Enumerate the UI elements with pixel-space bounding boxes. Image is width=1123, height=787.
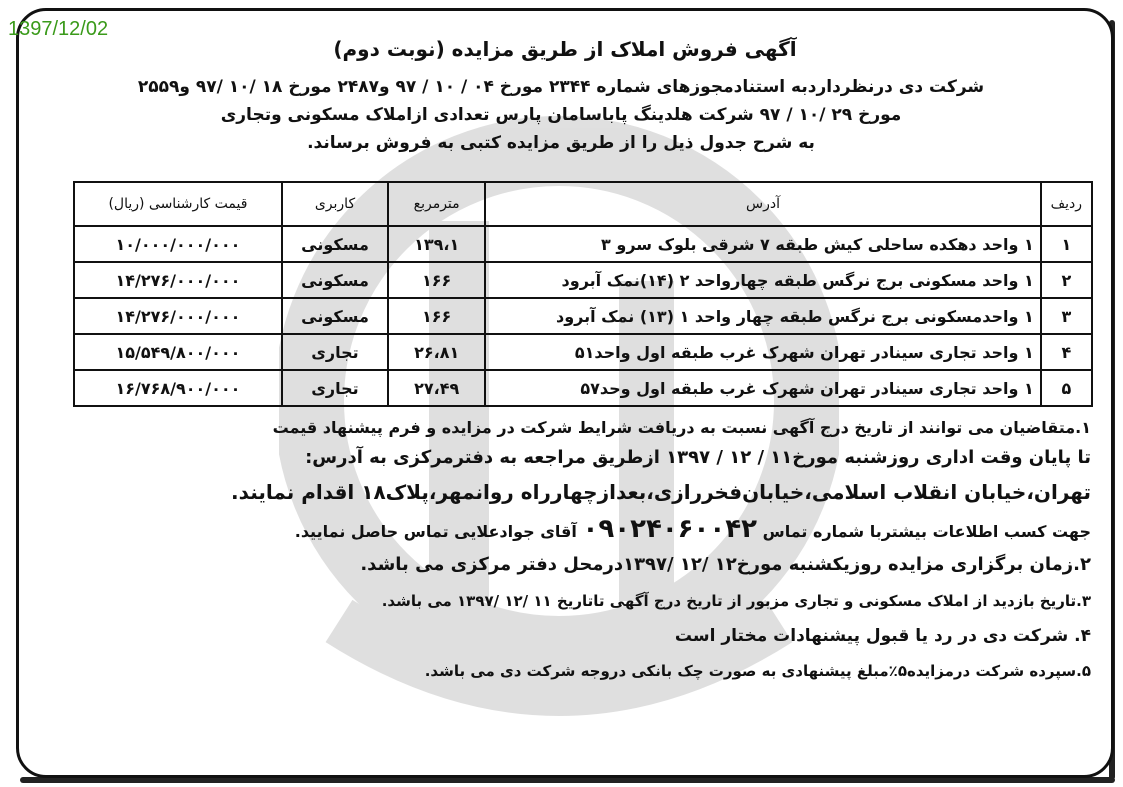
intro-line-2: مورخ ۲۹ /۱۰ / ۹۷ شرکت هلدینگ پاباسامان پارس تعدادی ازاملاک مسکونی وتجاری: [220, 105, 902, 125]
row-area: ۲۶،۸۱: [388, 334, 485, 370]
conditions-list: [26, 413, 1091, 689]
date-stamp: 1397/12/02: [8, 18, 109, 40]
row-usage: تجاری: [282, 370, 388, 406]
note-3: ۳.تاریخ بازدید از املاک مسکونی و تجاری مزبور از تاریخ درج آگهی تاتاریخ ۱۱ /۱۲ /۱۳۹۷ می باشد.: [381, 592, 1091, 610]
row-address: ۱ واحد مسکونی برج نرگس طبقه چهارواحد ۲ (۱۴)نمک آبرود: [485, 262, 1041, 298]
phone-number: ۰۹۰۲۴۰۶۰۰۴۲: [582, 514, 758, 544]
note-4: ۴. شرکت دی در رد یا قبول پیشنهادات مختار است: [674, 626, 1091, 646]
intro-line-3: به شرح جدول ذیل را از طریق مزایده کتبی به فروش برساند.: [307, 133, 815, 153]
row-number: ۲: [1041, 262, 1092, 298]
row-price: ۱۰/۰۰۰/۰۰۰/۰۰۰: [74, 226, 282, 262]
row-address: ۱ واحد تجاری سینادر تهران شهرک غرب طبقه اول واحد۵۱: [485, 334, 1041, 370]
contact-prefix: جهت کسب اطلاعات بیشتربا شماره تماس: [762, 522, 1091, 541]
row-price: ۱۴/۲۷۶/۰۰۰/۰۰۰: [74, 262, 282, 298]
row-address: ۱ واحد تجاری سینادر تهران شهرک غرب طبقه اول وحد۵۷: [485, 370, 1041, 406]
header-usage: کاربری: [282, 182, 388, 226]
ad-frame: [16, 8, 1114, 778]
intro-paragraph: [31, 73, 1091, 157]
table-row: [74, 298, 1092, 334]
contact-line: [26, 511, 1091, 547]
row-usage: مسکونی: [282, 226, 388, 262]
header-price: قیمت کارشناسی (ریال): [74, 182, 282, 226]
property-table: [73, 181, 1093, 407]
row-price: ۱۶/۷۶۸/۹۰۰/۰۰۰: [74, 370, 282, 406]
row-number: ۴: [1041, 334, 1092, 370]
row-usage: مسکونی: [282, 298, 388, 334]
table-row: [74, 262, 1092, 298]
note-2: ۲.زمان برگزاری مزایده روزیکشنبه مورخ۱۲ /۱۲ /۱۳۹۷درمحل دفتر مرکزی می باشد.: [360, 554, 1091, 575]
row-area: ۱۶۶: [388, 262, 485, 298]
note-1-line-2: تا پایان وقت اداری روزشنبه مورخ۱۱ / ۱۲ / ۱۳۹۷ ازطریق مراجعه به دفترمرکزی به آدرس:: [305, 447, 1091, 468]
header-area: مترمربع: [388, 182, 485, 226]
intro-line-1: شرکت دی درنظرداردبه استنادمجوزهای شماره ۲۳۴۴ مورخ ۰۴ / ۱۰ / ۹۷ و۲۴۸۷ مورخ ۱۸ /۱۰ /۹۷ و۲۵۵۹: [137, 77, 985, 97]
row-usage: تجاری: [282, 334, 388, 370]
note-1-line-1: ۱.متقاضیان می توانند از تاریخ درج آگهی نسبت به دریافت شرایط شرکت در مزایده و فرم پیشنهاد قیمت: [272, 418, 1091, 437]
header-address: آدرس: [485, 182, 1041, 226]
row-address: ۱ واحد دهکده ساحلی کیش طبقه ۷ شرقی بلوک سرو ۳: [485, 226, 1041, 262]
table-row: [74, 226, 1092, 262]
row-area: ۲۷،۴۹: [388, 370, 485, 406]
header-row-number: ردیف: [1041, 182, 1092, 226]
row-number: ۵: [1041, 370, 1092, 406]
contact-suffix: آقای جوادعلایی تماس حاصل نمایید.: [294, 522, 577, 541]
table-row: [74, 370, 1092, 406]
row-price: ۱۵/۵۴۹/۸۰۰/۰۰۰: [74, 334, 282, 370]
row-area: ۱۳۹،۱: [388, 226, 485, 262]
row-usage: مسکونی: [282, 262, 388, 298]
note-1-address: تهران،خیابان انقلاب اسلامی،خیابان‌فخررازی،بعدازچهارراه روانمهر،پلاک۱۸ اقدام نمایند.: [231, 480, 1091, 504]
row-number: ۱: [1041, 226, 1092, 262]
row-price: ۱۴/۲۷۶/۰۰۰/۰۰۰: [74, 298, 282, 334]
table-header-row: [74, 182, 1092, 226]
row-area: ۱۶۶: [388, 298, 485, 334]
table-row: [74, 334, 1092, 370]
note-5: ۵.سپرده شرکت درمزایده۵٪مبلغ پیشنهادی به صورت چک بانکی دروجه شرکت دی می باشد.: [424, 662, 1091, 680]
row-address: ۱ واحدمسکونی برج نرگس طبقه چهار واحد ۱ (۱۳) نمک آبرود: [485, 298, 1041, 334]
ad-title: آگهی فروش املاک از طریق مزایده (نوبت دوم): [333, 37, 797, 61]
row-number: ۳: [1041, 298, 1092, 334]
